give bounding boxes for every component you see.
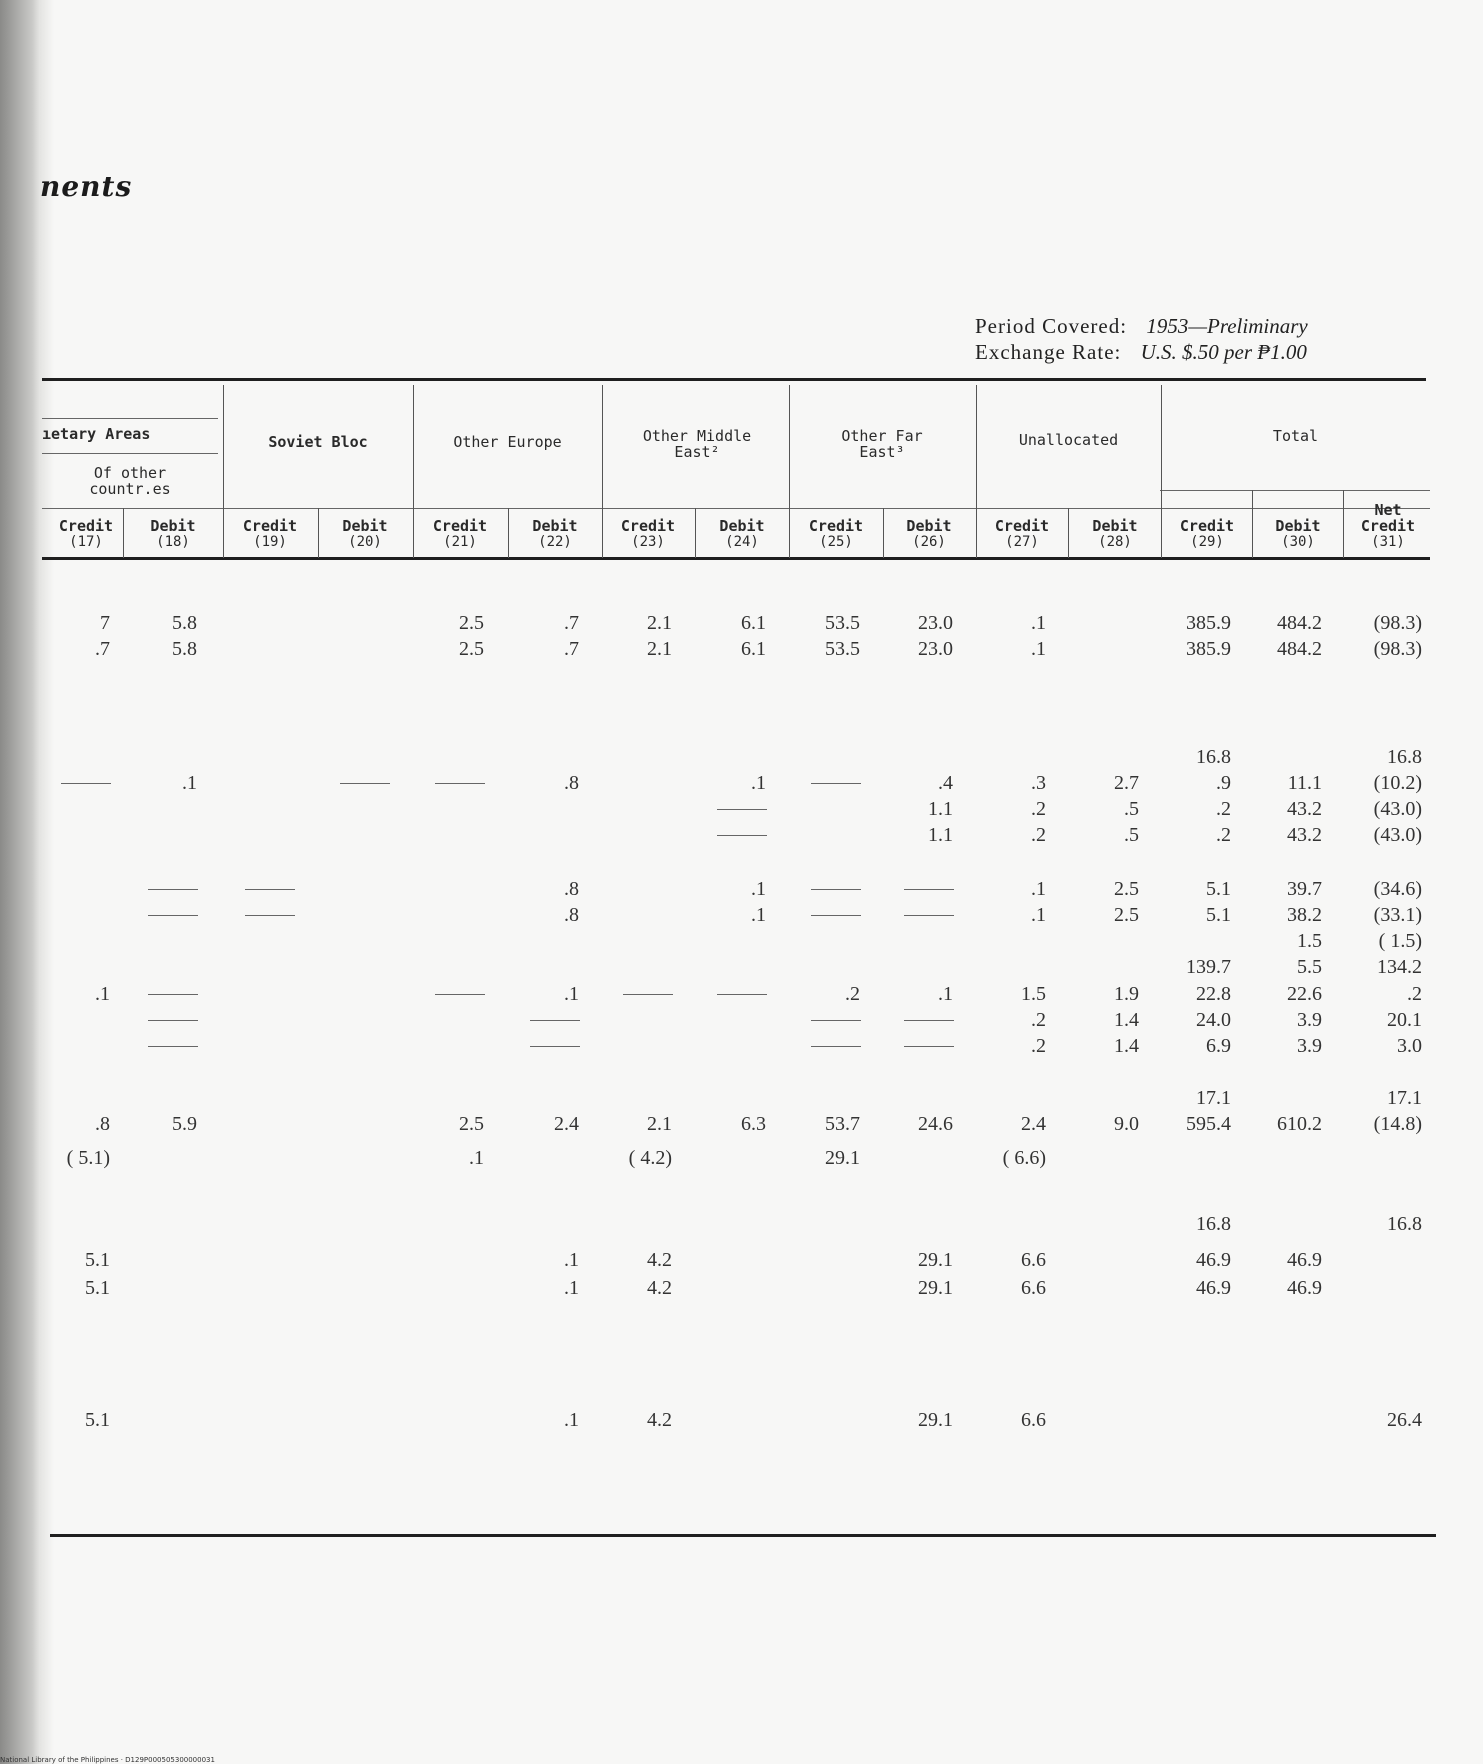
column-header-number: (30) [1281,534,1315,550]
period-value: 1953—Preliminary [1146,314,1308,338]
table-cell: 46.9 [1196,1277,1231,1299]
table-cell-dash [340,783,390,784]
table-cell: 484.2 [1277,612,1322,634]
column-header [1253,518,1343,550]
table-cell: .2 [1031,1035,1046,1057]
table-cell: .1 [564,1277,579,1299]
table-cell: 2.1 [647,1113,672,1135]
total-subrule [1160,490,1430,491]
table-cell: 1.9 [1114,983,1139,1005]
table-cell: 7 [100,612,110,634]
column-header-label: Debit [906,517,952,535]
table-cell: 22.8 [1196,983,1231,1005]
group-other-europe: Other Europe [453,433,562,451]
table-cell: 6.6 [1021,1409,1046,1431]
table-cell: .1 [1031,638,1046,660]
table-cell: .2 [1031,1009,1046,1031]
table-cell: 46.9 [1287,1277,1322,1299]
table-cell: 23.0 [918,638,953,660]
table-cell: ( 1.5) [1378,930,1422,952]
table-cell-dash [623,994,673,995]
table-cell: 24.0 [1196,1009,1231,1031]
table-cell: 5.1 [85,1277,110,1299]
table-cell: 2.1 [647,638,672,660]
table-cell: 3.9 [1297,1009,1322,1031]
column-header [697,518,787,550]
table-cell: 2.7 [1114,772,1139,794]
column-header [791,518,881,550]
group-soviet-bloc: Soviet Bloc [268,433,368,451]
table-cell: 385.9 [1186,638,1231,660]
table-cell: (98.3) [1373,638,1422,660]
table-cell: 5.5 [1297,956,1322,978]
table-cell: .7 [564,638,579,660]
col-divider [1068,508,1069,558]
period-label: Period Covered: [975,314,1128,338]
table-cell: 26.4 [1387,1409,1422,1431]
group-unallocated: Unallocated [1018,431,1119,449]
group-other-far-east: Other Far East³ [841,427,923,461]
table-cell: 9.0 [1114,1113,1139,1135]
column-header-number: (24) [725,534,759,550]
table-cell-dash [811,783,861,784]
table-cell: .1 [95,983,110,1005]
table-cell: .1 [1031,904,1046,926]
table-cell: .1 [564,1409,579,1431]
column-header [415,518,505,550]
column-header-label: Credit [994,517,1050,535]
table-cell: 29.1 [918,1249,953,1271]
table-cell: 53.7 [825,1113,860,1135]
table-cell: 6.6 [1021,1249,1046,1271]
column-header [1343,502,1433,550]
table-cell: ( 4.2) [628,1147,672,1169]
column-header-label: Debit [342,517,388,535]
table-cell: 2.4 [554,1113,579,1135]
column-header-number: (28) [1098,534,1132,550]
table-cell: .2 [1031,798,1046,820]
table-cell: 46.9 [1196,1249,1231,1271]
column-header [1162,518,1252,550]
table-cell: 2.5 [1114,878,1139,900]
table-cell-dash [717,994,767,995]
column-header-number: (23) [631,534,665,550]
column-header-label: Debit [719,517,765,535]
group-of-other-countries: Of other countr.es [89,464,171,498]
table-cell: 4.2 [647,1277,672,1299]
table-cell-dash [530,1046,580,1047]
table-cell: 6.9 [1206,1035,1231,1057]
table-cell: 29.1 [918,1277,953,1299]
table-cell: 1.1 [928,824,953,846]
table-cell-dash [245,889,295,890]
column-header-number: (19) [253,534,287,550]
table-cell: 5.8 [172,638,197,660]
column-header-label: Credit [242,517,298,535]
column-header-label: Debit [150,517,196,535]
table-cell: 2.5 [459,612,484,634]
table-cell: (43.0) [1373,798,1422,820]
table-cell: 134.2 [1377,956,1422,978]
table-cell: 139.7 [1186,956,1231,978]
table-cell: .1 [564,983,579,1005]
table-cell: 595.4 [1186,1113,1231,1135]
table-cell: .1 [1031,878,1046,900]
table-cell: .5 [1124,798,1139,820]
column-header [977,518,1067,550]
col-divider [318,508,319,558]
table-cell: 53.5 [825,612,860,634]
column-header-number: (18) [156,534,190,550]
table-cell: (98.3) [1373,612,1422,634]
table-bottom-rule [50,1534,1436,1537]
table-cell-dash [811,1020,861,1021]
table-cell: .2 [1216,798,1231,820]
table-cell: .8 [564,904,579,926]
table-cell: .9 [1216,772,1231,794]
table-cell-dash [904,915,954,916]
table-cell: .1 [751,772,766,794]
table-cell-dash [811,889,861,890]
column-header-label: Credit [620,517,676,535]
table-cell-dash [904,1020,954,1021]
table-cell: 46.9 [1287,1249,1322,1271]
table-cell: 11.1 [1287,772,1322,794]
table-cell: .7 [95,638,110,660]
table-cell: .5 [1124,824,1139,846]
table-cell: 5.1 [85,1249,110,1271]
table-cell: 1.4 [1114,1009,1139,1031]
table-cell: (14.8) [1373,1113,1422,1135]
column-header [1070,518,1160,550]
table-cell: .2 [1031,824,1046,846]
table-cell: 2.5 [1114,904,1139,926]
column-header-label: Net Credit [1360,501,1416,535]
table-cell: ( 6.6) [1002,1147,1046,1169]
table-cell-dash [148,889,198,890]
exchange-value: U.S. $.50 per ₱1.00 [1140,340,1307,364]
column-header-number: (27) [1005,534,1039,550]
table-cell: .3 [1031,772,1046,794]
table-cell-dash [245,915,295,916]
table-cell: 16.8 [1387,1213,1422,1235]
col-divider [508,508,509,558]
column-header-label: Credit [1179,517,1235,535]
table-cell: 6.1 [741,638,766,660]
table-cell: 2.1 [647,612,672,634]
column-header [41,518,131,550]
exchange-label: Exchange Rate: [975,340,1122,364]
table-cell: 6.1 [741,612,766,634]
column-header [510,518,600,550]
footer-credit: National Library of the Philippines · D129P000505300000031 [0,1756,215,1764]
table-cell-dash [904,889,954,890]
column-header [320,518,410,550]
table-cell: 5.9 [172,1113,197,1135]
table-cell: 5.1 [1206,904,1231,926]
table-cell: 6.6 [1021,1277,1046,1299]
table-cell: .1 [751,878,766,900]
table-cell: .4 [938,772,953,794]
page-title: nents [40,170,133,203]
table-cell: 1.5 [1021,983,1046,1005]
table-cell-dash [811,915,861,916]
column-header-number: (31) [1371,534,1405,550]
column-header-label: Credit [808,517,864,535]
table-cell: .2 [1216,824,1231,846]
col-divider [413,385,414,558]
column-header-number: (21) [443,534,477,550]
table-cell: 484.2 [1277,638,1322,660]
table-cell: 17.1 [1196,1087,1231,1109]
table-cell: 2.5 [459,638,484,660]
table-cell-dash [148,1046,198,1047]
group-subrule [42,453,218,454]
column-header-number: (26) [912,534,946,550]
book-spine-shadow [0,0,40,1764]
group-monetary-areas: ıetary Areas [42,425,151,443]
table-cell: .1 [751,904,766,926]
column-header-label: Debit [1275,517,1321,535]
table-cell: 20.1 [1387,1009,1422,1031]
column-header [225,518,315,550]
table-cell: .1 [564,1249,579,1271]
table-cell: 6.3 [741,1113,766,1135]
table-cell: 5.1 [85,1409,110,1431]
table-cell: .2 [845,983,860,1005]
exchange-rate [975,340,1307,365]
table-cell: 5.8 [172,612,197,634]
table-cell-dash [717,809,767,810]
column-header-number: (25) [819,534,853,550]
table-cell: 22.6 [1287,983,1322,1005]
table-cell: 29.1 [918,1409,953,1431]
col-divider [789,385,790,558]
table-top-rule [42,378,1426,381]
table-cell: .1 [182,772,197,794]
table-cell-dash [61,783,111,784]
column-header [128,518,218,550]
table-cell: 1.1 [928,798,953,820]
column-header-number: (22) [538,534,572,550]
table-cell-dash [148,915,198,916]
column-header-number: (29) [1190,534,1224,550]
table-cell: .7 [564,612,579,634]
table-cell: .8 [564,772,579,794]
table-cell: 3.9 [1297,1035,1322,1057]
table-cell: (43.0) [1373,824,1422,846]
page-gutter [40,0,54,1764]
table-cell-dash [148,994,198,995]
table-cell: .1 [1031,612,1046,634]
table-cell: 4.2 [647,1409,672,1431]
column-header-label: Debit [532,517,578,535]
table-cell-dash [530,1020,580,1021]
table-cell: 43.2 [1287,824,1322,846]
table-cell-dash [904,1046,954,1047]
table-cell: 2.5 [459,1113,484,1135]
table-cell: 23.0 [918,612,953,634]
table-cell-dash [148,1020,198,1021]
group-subrule [42,418,218,419]
table-cell: 2.4 [1021,1113,1046,1135]
col-divider [695,508,696,558]
column-header-number: (20) [348,534,382,550]
table-cell: .8 [564,878,579,900]
table-cell: .2 [1407,983,1422,1005]
table-cell: 5.1 [1206,878,1231,900]
table-cell-dash [811,1046,861,1047]
table-cell: (34.6) [1373,878,1422,900]
period-covered [975,314,1308,339]
header-bottom-rule [42,557,1430,560]
table-cell: .1 [938,983,953,1005]
table-cell: 1.4 [1114,1035,1139,1057]
table-cell: 4.2 [647,1249,672,1271]
group-bottom-rule [42,508,1430,509]
column-header-label: Credit [58,517,114,535]
table-cell: 16.8 [1196,1213,1231,1235]
table-cell: 24.6 [918,1113,953,1135]
table-cell: 16.8 [1387,746,1422,768]
group-total: Total [1272,427,1319,445]
table-cell: 53.5 [825,638,860,660]
column-header-label: Debit [1092,517,1138,535]
column-header-number: (17) [69,534,103,550]
table-cell: 385.9 [1186,612,1231,634]
table-cell: (33.1) [1373,904,1422,926]
table-cell: 610.2 [1277,1113,1322,1135]
table-cell: 3.0 [1397,1035,1422,1057]
table-cell: 29.1 [825,1147,860,1169]
table-cell: 43.2 [1287,798,1322,820]
table-cell: 17.1 [1387,1087,1422,1109]
column-header [603,518,693,550]
col-divider [223,385,224,558]
table-cell: .1 [469,1147,484,1169]
column-header [884,518,974,550]
table-cell: ( 5.1) [66,1147,110,1169]
table-cell: 1.5 [1297,930,1322,952]
table-cell-dash [435,783,485,784]
table-cell: .8 [95,1113,110,1135]
table-cell: (10.2) [1373,772,1422,794]
table-cell-dash [717,835,767,836]
table-cell-dash [435,994,485,995]
table-cell: 38.2 [1287,904,1322,926]
group-other-middle-east: Other Middle East² [642,427,752,461]
column-header-label: Credit [432,517,488,535]
table-cell: 16.8 [1196,746,1231,768]
table-cell: 39.7 [1287,878,1322,900]
